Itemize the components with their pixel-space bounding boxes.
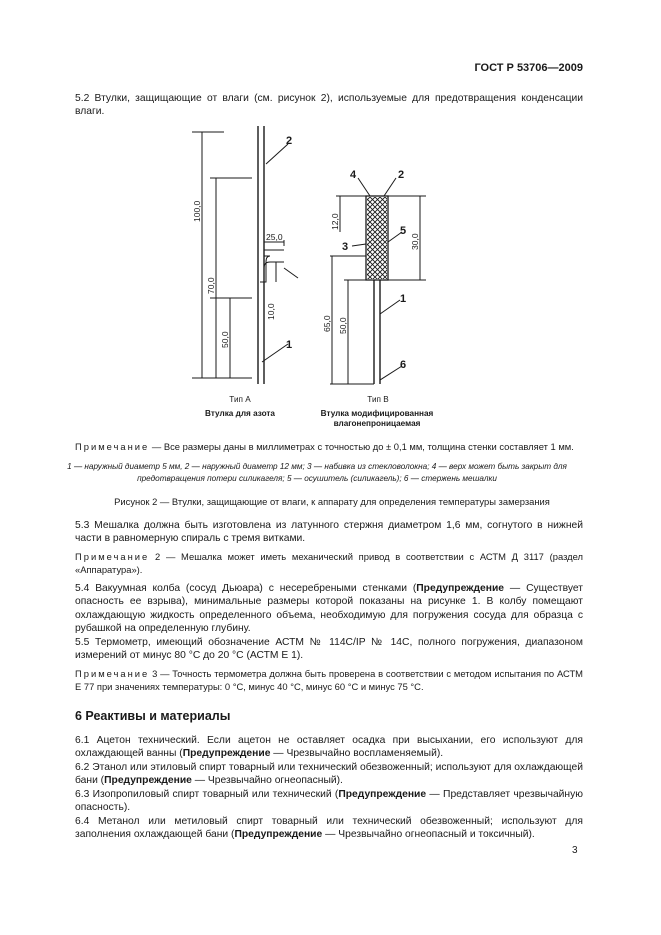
label-type-a: Тип А [229, 395, 251, 404]
callout-b-3: 3 [342, 241, 349, 253]
paragraph-5-4-text-a: 5.4 Вакуумная колба (сосуд Дьюара) с несеребреными стенками ( [75, 583, 417, 594]
dim-b-50: 50,0 [338, 317, 348, 334]
paragraph-6-1-text-a: 6.1 Ацетон технический. Если ацетон не оставляет осадка при высыхании, его используют для охлаждающей ванны ( [75, 735, 583, 760]
dim-a-25: 25,0 [266, 232, 283, 242]
warning-label: Предупреждение [416, 583, 505, 594]
callout-a-2: 2 [286, 135, 293, 147]
paragraph-6-1 [75, 734, 583, 761]
label-type-b: Тип В [367, 395, 389, 404]
note-label: Примечание [75, 441, 150, 452]
dim-b-12: 12,0 [330, 213, 340, 230]
paragraph-5-2: 5.2 Втулки, защищающие от влаги (см. рисунок 2), используемые для предотвращения конденсации влаги. [75, 93, 583, 118]
paragraph-6-3-text-a: 6.3 Изопропиловый спирт товарный или технический ( [75, 789, 339, 800]
paragraph-6-4-text-a: 6.4 Метанол или метиловый спирт товарный или технический обезвоженный; используют для заполнения охлаждающей бани ( [75, 816, 583, 841]
figure-2-drawing [180, 122, 460, 404]
callout-a-1: 1 [286, 339, 293, 351]
paragraph-5-3: 5.3 Мешалка должна быть изготовлена из латунного стержня диаметром 1,6 мм, согнутого в нижней части в равномерную спираль с тремя витками. [75, 520, 583, 545]
side-tube-a-inner [264, 262, 284, 298]
note-3-text: 3 — Точность термометра должна быть проверена в соответствии с методом испытания по АСТМ Е 77 при значениях температуры: 0 °С, минус 40 °С, минус 60 °С и минус 75 °С. [75, 668, 583, 692]
dim-a-100: 100,0 [192, 200, 202, 222]
dim-a-50: 50,0 [220, 331, 230, 348]
note-2-label: Примечание [75, 551, 150, 562]
dim-a-70: 70,0 [206, 277, 216, 294]
paragraph-6-1-text-b: — Чрезвычайно воспламеняемый). [270, 748, 444, 760]
callout-b-1: 1 [400, 293, 407, 305]
label-type-a-name: Втулка для азота [205, 409, 275, 418]
dim-b-65: 65,0 [322, 315, 332, 332]
desiccant-fill [367, 197, 387, 279]
paragraph-6-2-text-b: — Чрезвычайно огнеопасный). [191, 775, 343, 787]
callout-b-4: 4 [350, 169, 357, 181]
paragraph-6-4-text-b: — Чрезвычайно огнеопасный и токсичный). [322, 829, 535, 841]
note-2-text: 2 — Мешалка может иметь механический привод в соответствии с АСТМ Д 3117 (раздел «Аппаратура»). [75, 551, 583, 575]
note-3-label: Примечание [75, 668, 150, 679]
dim-a-10: 10,0 [266, 303, 276, 320]
callout-b-2: 2 [398, 169, 405, 181]
warning-label: Предупреждение [104, 775, 192, 787]
warning-label: Предупреждение [182, 748, 271, 760]
legend-line-1: 1 — наружный диаметр 5 мм, 2 — наружный диаметр 12 мм; 3 — набивка из стекловолокна; 4 — верх может быть закрыт для [67, 462, 567, 471]
legend-line-2: предотвращения потери силикагеля; 5 — осушитель (силикагель); 6 — стержень мешалки [137, 474, 497, 483]
label-type-b-name-1: Втулка модифицированная [320, 409, 434, 418]
page-number: 3 [572, 845, 578, 856]
figure-caption: Рисунок 2 — Втулки, защищающие от влаги, к аппарату для определения температуры замерзания [114, 496, 550, 507]
paragraph-5-4-text-b: — Существует опасность ее взрыва), минимальные размеры которой показаны на рисунке 1. В колбу помещают охлаждающую жидкость определенного объема, необходимую для погружения сосуда для образца с рубашкой на определенную глубину. [75, 583, 583, 635]
note-dimensions [75, 440, 585, 453]
note-2 [75, 550, 583, 576]
paragraph-6-2 [75, 761, 583, 788]
paragraph-5-4 [75, 582, 583, 636]
document-header: ГОСТ Р 53706—2009 [474, 62, 583, 74]
warning-label: Предупреждение [234, 829, 323, 841]
section-6-title: 6 Реактивы и материалы [75, 709, 231, 723]
paragraph-6-4 [75, 815, 583, 842]
dim-b-30: 30,0 [410, 233, 420, 250]
warning-label: Предупреждение [338, 789, 427, 800]
paragraph-6-2-text-a: 6.2 Этанол или этиловый спирт товарный или технический обезвоженный; используют для охлаждающей бани ( [75, 762, 583, 787]
paragraph-6-3 [75, 788, 583, 815]
callout-b-6: 6 [400, 359, 407, 371]
note-3 [75, 667, 583, 693]
paragraph-5-5: 5.5 Термометр, имеющий обозначение АСТМ № 114С/IP № 14С, полного погружения, диапазоном измерений от минус 80 °С до 20 °С (АСТМ Е 1). [75, 637, 583, 662]
label-type-b-name-2: влагонепроницаемая [333, 419, 421, 428]
paragraph-6-3-text-b: — Представляет чрезвычайную опасность). [75, 789, 583, 814]
note-text: — Все размеры даны в миллиметрах с точностью до ± 0,1 мм, толщина стенки составляет 1 мм. [149, 441, 574, 452]
callout-b-5: 5 [400, 225, 407, 237]
